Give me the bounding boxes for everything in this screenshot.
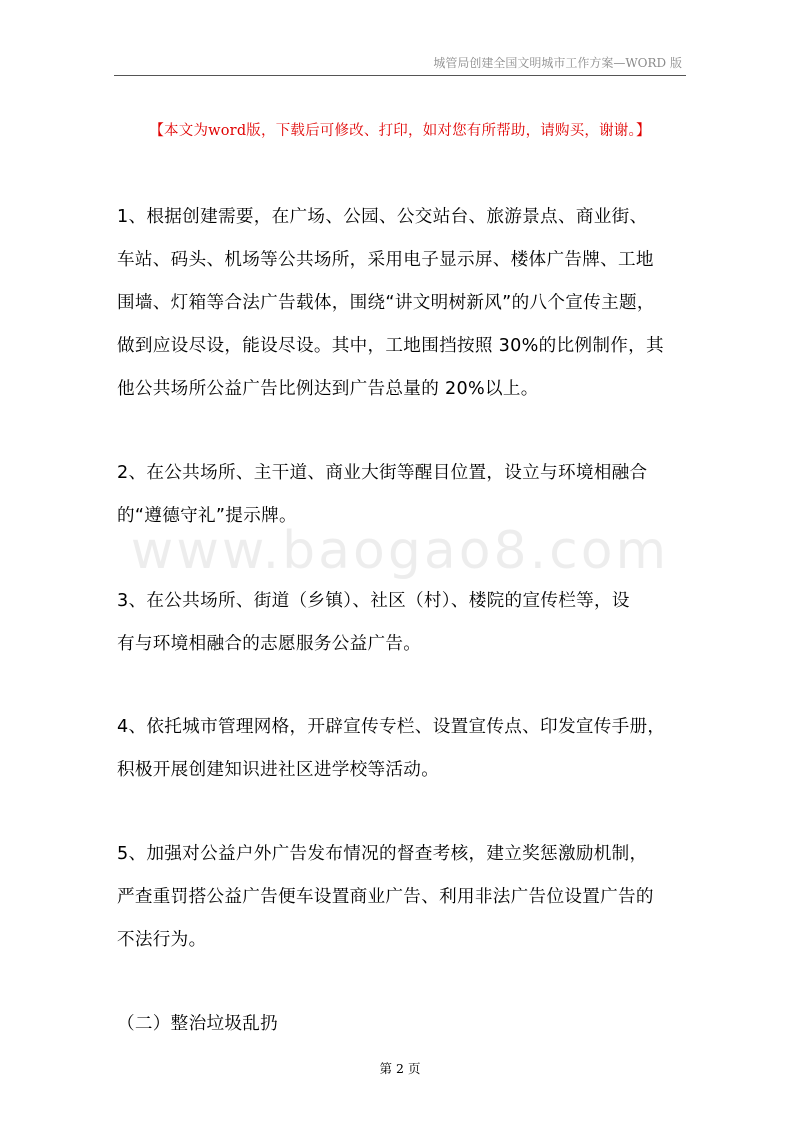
paragraph-line: 不法行为。 xyxy=(117,930,207,950)
paragraph-2 xyxy=(117,452,687,538)
paragraph-3 xyxy=(117,580,687,666)
watermark: www.baogao8.com xyxy=(130,521,670,581)
section-heading xyxy=(117,1003,687,1046)
page-number: 第 2 页 xyxy=(379,1061,421,1076)
paragraph-line: 围墙、灯箱等合法广告载体，围绕“讲文明树新风”的八个宣传主题， xyxy=(117,293,655,313)
paragraph-line: 做到应设尽设，能设尽设。其中，工地围挡按照 30%的比例制作，其 xyxy=(117,336,664,356)
paragraph-line: 他公共场所公益广告比例达到广告总量的 20%以上。 xyxy=(117,379,539,399)
paragraph-1 xyxy=(117,196,687,411)
paragraph-line: 积极开展创建知识进社区进学校等活动。 xyxy=(117,760,440,780)
paragraph-line: 4、依托城市管理网格，开辟宣传专栏、设置宣传点、印发宣传手册， xyxy=(117,717,666,737)
paragraph-line: 5、加强对公益户外广告发布情况的督查考核，建立奖惩激励机制， xyxy=(117,844,648,864)
section-heading-text: （二）整治垃圾乱扔 xyxy=(117,1014,279,1034)
paragraph-line: 车站、码头、机场等公共场所，采用电子显示屏、楼体广告牌、工地 xyxy=(117,250,654,270)
paragraph-line: 1、根据创建需要，在广场、公园、公交站台、旅游景点、商业街、 xyxy=(117,207,648,227)
paragraph-line: 3、在公共场所、街道（乡镇）、社区（村）、楼院的宣传栏等，设 xyxy=(117,591,630,611)
paragraph-5 xyxy=(117,833,687,962)
paragraph-line: 有与环境相融合的志愿服务公益广告。 xyxy=(117,634,422,654)
header-rule xyxy=(114,75,686,76)
paragraph-line: 2、在公共场所、主干道、商业大街等醒目位置，设立与环境相融合 xyxy=(117,463,648,483)
paragraph-4 xyxy=(117,706,687,792)
paragraph-line: 严查重罚搭公益广告便车设置商业广告、利用非法广告位设置广告的 xyxy=(117,887,654,907)
purchase-notice: 【本文为word版，下载后可修改、打印，如对您有所帮助，请购买，谢谢。】 xyxy=(149,123,651,139)
header-title: 城管局创建全国文明城市工作方案—WORD 版 xyxy=(433,56,682,70)
paragraph-line: 的“遵德守礼”提示牌。 xyxy=(117,506,297,526)
